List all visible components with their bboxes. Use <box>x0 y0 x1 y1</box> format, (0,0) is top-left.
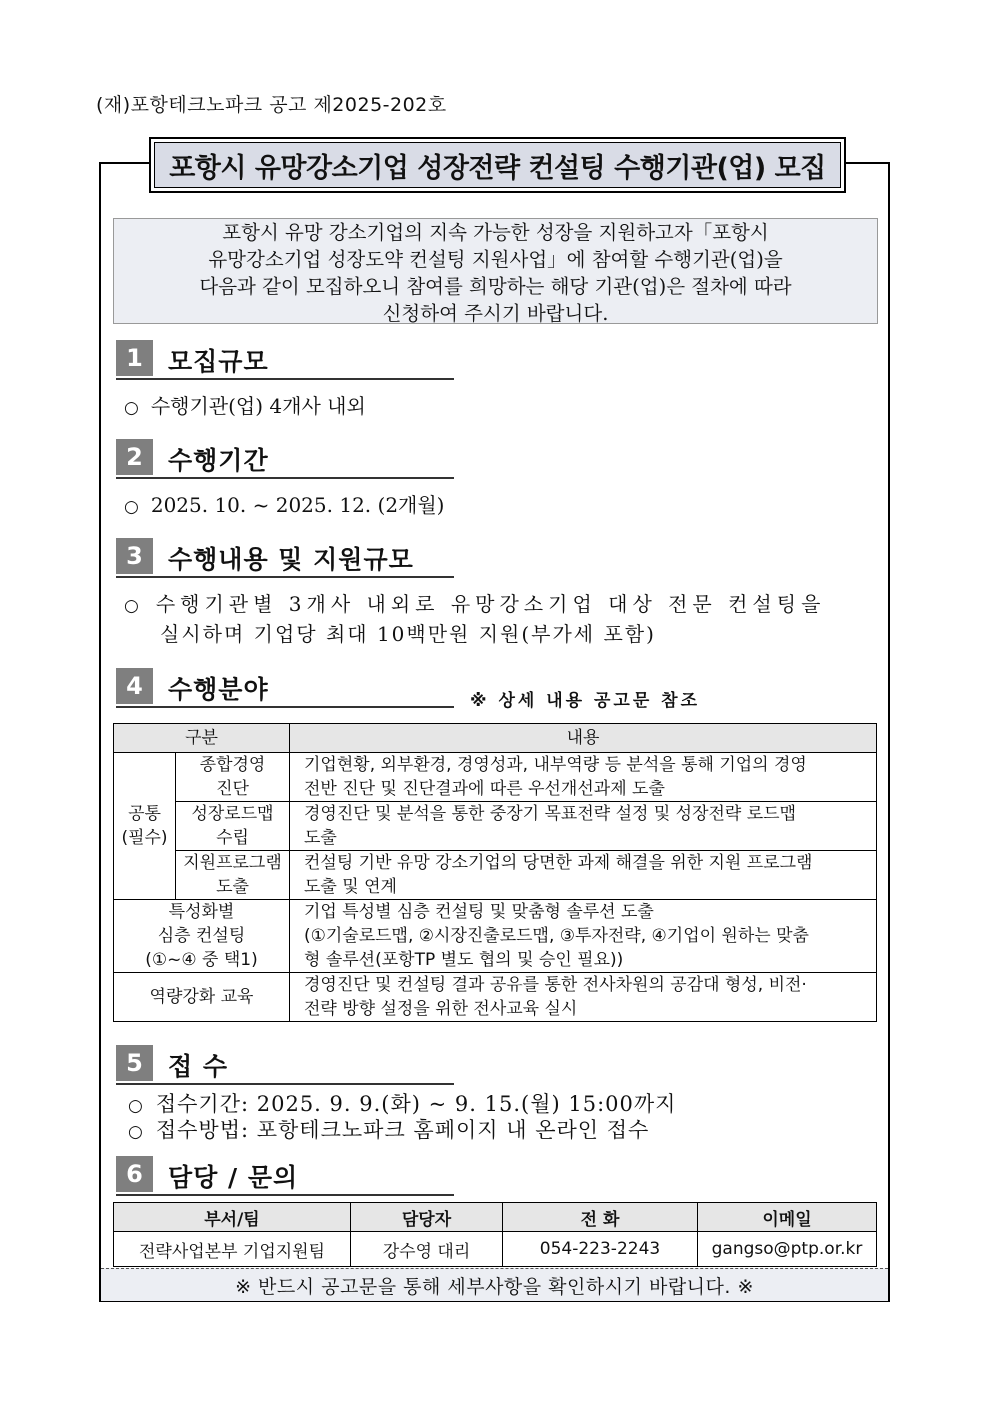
table-row <box>114 900 877 973</box>
table-header-row <box>114 1203 877 1232</box>
table-header-row <box>114 724 877 753</box>
special-category-cell <box>114 900 290 973</box>
phone-cell: 054-223-2243 <box>503 1232 698 1267</box>
header-email: 이메일 <box>698 1203 877 1232</box>
bullet-circle: ○ <box>124 398 139 418</box>
notice-number: (재)포항테크노파크 공고 제2025-202호 <box>96 94 447 116</box>
footer-note: ※ 반드시 공고문을 통해 세부사항을 확인하시기 바랍니다. ※ <box>101 1268 888 1301</box>
intro-line: 신청하여 주시기 바랍니다. <box>382 302 609 325</box>
section-title: 담당 / 문의 <box>168 1163 299 1192</box>
person-cell: 강수영 대리 <box>351 1232 503 1267</box>
section-1-bullet <box>124 390 366 419</box>
section-3-bullet-cont: 실시하며 기업당 최대 10백만원 지원(부가세 포함) <box>160 622 656 646</box>
header-phone: 전 화 <box>503 1203 698 1232</box>
table-row <box>114 973 877 1022</box>
bullet-circle: ○ <box>124 497 139 517</box>
content-line: 형 솔루션(포항TP 별도 협의 및 승인 필요)) <box>304 950 624 970</box>
content-cell <box>290 973 877 1022</box>
dept-cell: 전략사업본부 기업지원팀 <box>114 1232 351 1267</box>
sub-label: 성장로드맵 <box>191 804 274 824</box>
page-title: 포항시 유망강소기업 성장전략 컨설팅 수행기관(업) 모집 <box>154 142 841 188</box>
content-line: 컨설팅 기반 유망 강소기업의 당면한 과제 해결을 위한 지원 프로그램 <box>304 853 813 873</box>
header-content: 내용 <box>290 724 877 753</box>
section-number: 5 <box>116 1045 153 1081</box>
bullet-circle: ○ <box>124 596 144 616</box>
intro-line: 다음과 같이 모집하오니 참여를 희망하는 해당 기관(업)은 절차에 따라 <box>199 275 792 298</box>
section-number: 3 <box>116 538 153 574</box>
section-6-header <box>116 1156 454 1196</box>
section-title: 모집규모 <box>168 347 269 376</box>
intro-line: 포항시 유망 강소기업의 지속 가능한 성장을 지원하고자「포항시 <box>222 221 769 244</box>
content-line: 기업 특성별 심층 컨설팅 및 맞춤형 솔루션 도출 <box>304 902 654 922</box>
bullet-circle: ○ <box>128 1096 144 1116</box>
content-line: 경영진단 및 컨설팅 결과 공유를 통한 전사차원의 공감대 형성, 비전· <box>304 975 807 995</box>
content-line: 전략 방향 설정을 위한 전사교육 실시 <box>304 999 578 1019</box>
section-number: 2 <box>116 439 153 475</box>
section-3-bullet <box>124 588 864 617</box>
section-title: 수행내용 및 지원규모 <box>168 545 414 574</box>
intro-line: 유망강소기업 성장도약 컨설팅 지원사업」에 참여할 수행기관(업)을 <box>208 248 783 271</box>
content-line: 도출 <box>304 828 337 848</box>
sub-label: 종합경영 <box>199 755 266 775</box>
special-label: (①~④ 중 택1) <box>145 950 258 970</box>
email-cell: gangso@ptp.or.kr <box>698 1232 877 1267</box>
bullet-text: 2025. 10. ~ 2025. 12. (2개월) <box>150 493 445 517</box>
contact-table <box>113 1202 877 1267</box>
content-cell <box>290 851 877 900</box>
content-cell <box>290 900 877 973</box>
bullet-text: 수행기관(업) 4개사 내외 <box>150 394 366 418</box>
section-title: 수행분야 <box>168 675 269 704</box>
table-row <box>114 851 877 900</box>
content-line: 경영진단 및 분석을 통한 중장기 목표전략 설정 및 성장전략 로드맵 <box>304 804 797 824</box>
sub-category-cell <box>176 851 290 900</box>
section-3-header <box>116 538 454 578</box>
section-number: 6 <box>116 1156 153 1192</box>
bullet-text: 접수방법: 포항테크노파크 홈페이지 내 온라인 접수 <box>155 1118 650 1142</box>
section-2-header <box>116 439 454 479</box>
section-5-bullet-2 <box>128 1114 649 1144</box>
group-label: 공통 <box>128 804 161 824</box>
sub-label: 지원프로그램 <box>183 853 282 873</box>
content-cell <box>290 753 877 802</box>
sub-category-cell <box>176 802 290 851</box>
field-table <box>113 723 877 1022</box>
common-group-cell <box>114 753 176 900</box>
table-row <box>114 802 877 851</box>
edu-category-cell: 역량강화 교육 <box>114 973 290 1022</box>
section-title: 수행기간 <box>168 446 269 475</box>
header-dept: 부서/팀 <box>114 1203 351 1232</box>
section-1-header <box>116 340 454 380</box>
reference-note: ※ 상세 내용 공고문 참조 <box>470 691 700 711</box>
content-line: (①기술로드맵, ②시장진출로드맵, ③투자전략, ④기업이 원하는 맞춤 <box>304 926 809 946</box>
section-4-header <box>116 668 454 708</box>
content-line: 기업현황, 외부환경, 경영성과, 내부역량 등 분석을 통해 기업의 경영 <box>304 755 807 775</box>
table-row <box>114 753 877 802</box>
header-person: 담당자 <box>351 1203 503 1232</box>
content-line: 전반 진단 및 진단결과에 따른 우선개선과제 도출 <box>304 779 665 799</box>
bullet-circle: ○ <box>128 1122 144 1142</box>
section-number: 4 <box>116 668 153 704</box>
sub-label: 도출 <box>216 877 249 897</box>
special-label: 심층 컨설팅 <box>157 926 246 946</box>
bullet-text: 접수기간: 2025. 9. 9.(화) ~ 9. 15.(월) 15:00까지 <box>155 1092 677 1116</box>
section-number: 1 <box>116 340 153 376</box>
header-category: 구분 <box>114 724 290 753</box>
content-cell <box>290 802 877 851</box>
sub-label: 수립 <box>216 828 249 848</box>
intro-box <box>113 218 878 324</box>
special-label: 특성화별 <box>168 902 235 922</box>
sub-label: 진단 <box>216 779 249 799</box>
table-row <box>114 1232 877 1267</box>
section-2-bullet <box>124 489 444 518</box>
section-5-header <box>116 1045 454 1085</box>
group-label: (필수) <box>121 828 168 848</box>
title-box <box>149 137 846 193</box>
content-line: 도출 및 연계 <box>304 877 397 897</box>
sub-category-cell <box>176 753 290 802</box>
section-title: 접 수 <box>168 1052 229 1081</box>
bullet-text: 수행기관별 3개사 내외로 유망강소기업 대상 전문 컨설팅을 <box>155 592 826 616</box>
